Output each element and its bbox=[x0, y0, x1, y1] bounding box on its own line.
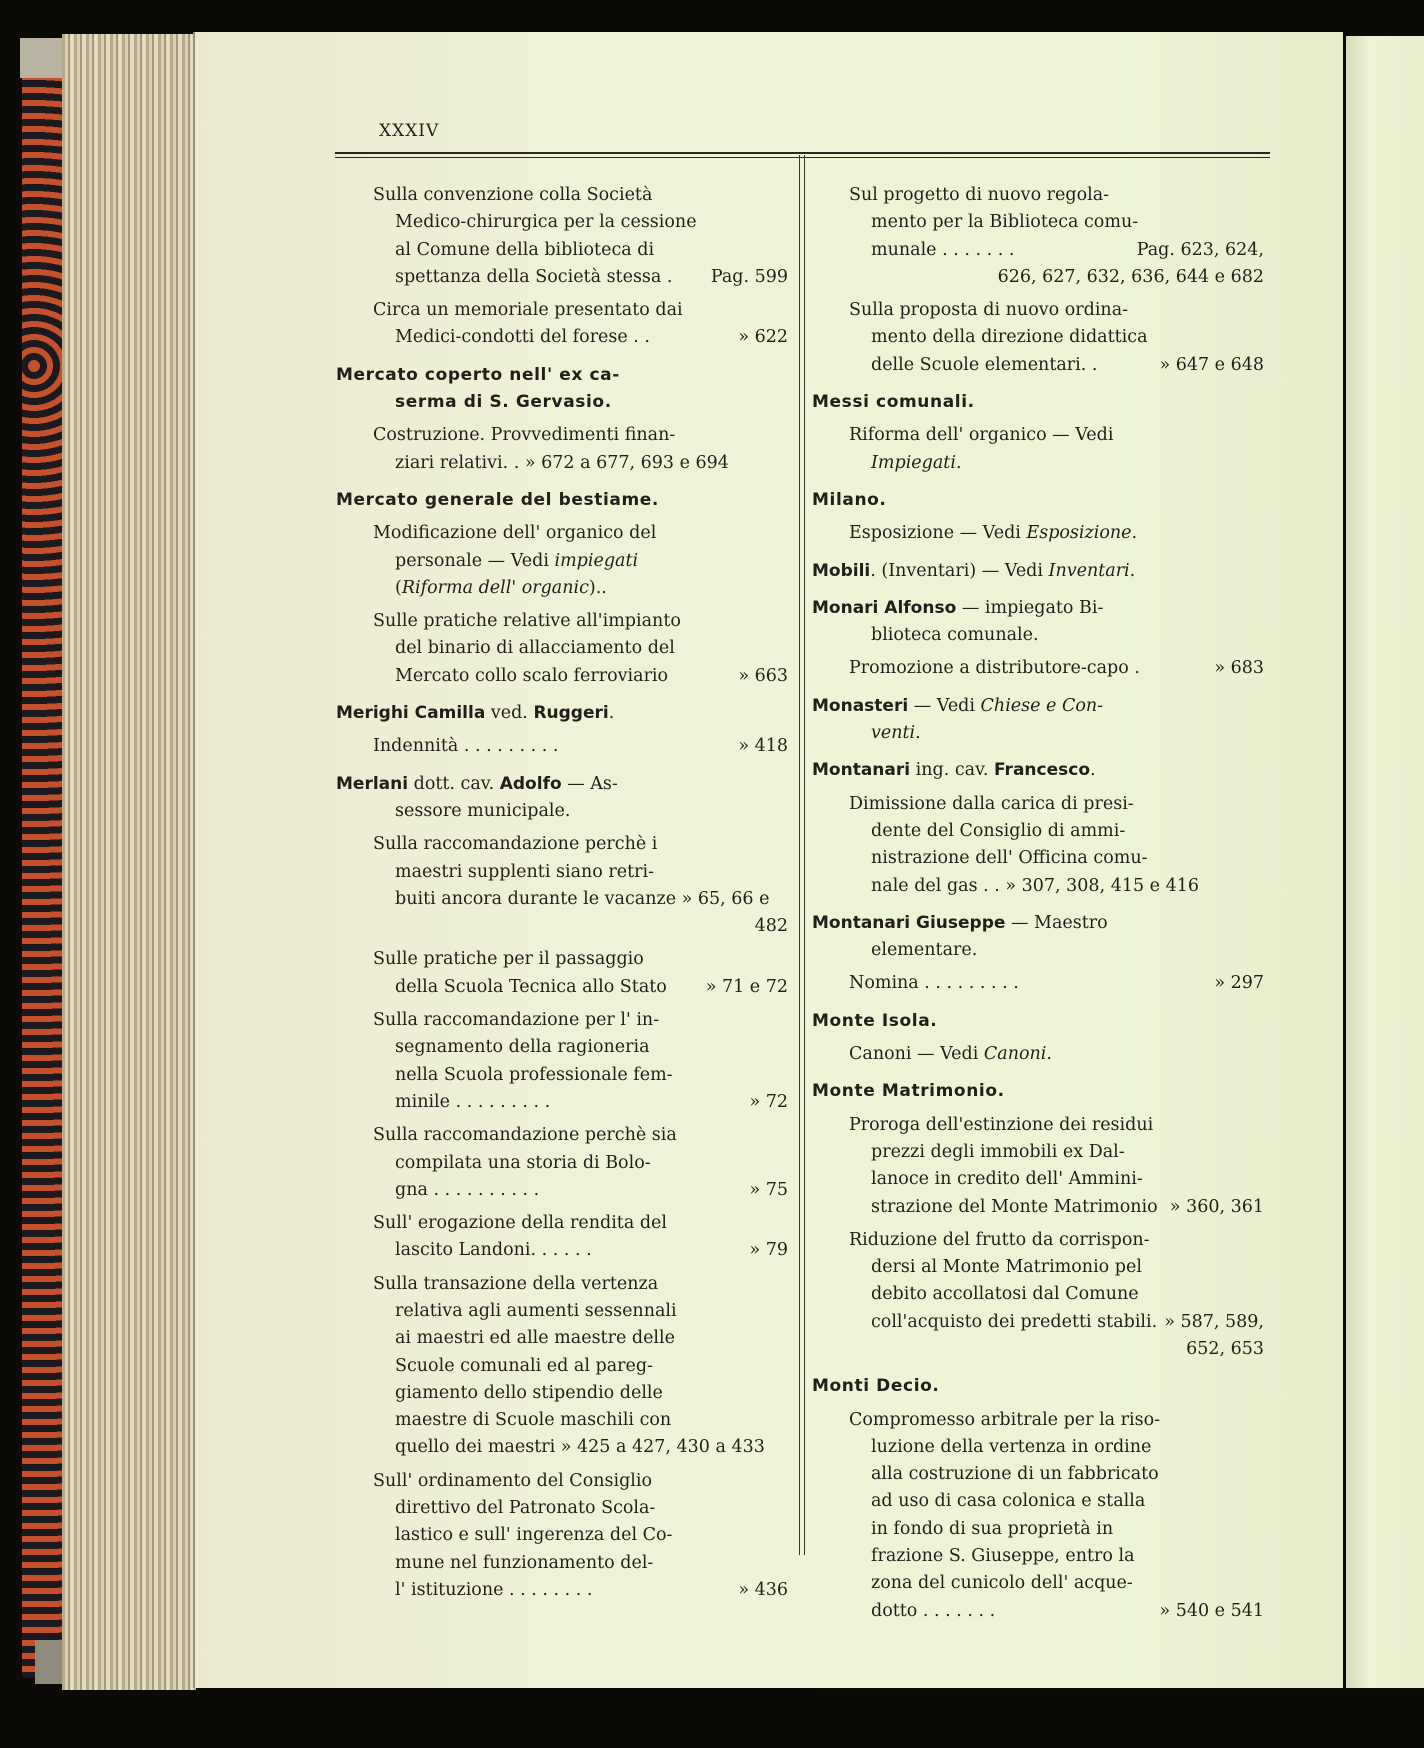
entry-line bbox=[812, 1488, 1264, 1515]
entry-text: minile . . . . . . . . . bbox=[395, 1091, 551, 1112]
index-heading bbox=[336, 690, 788, 727]
index-heading bbox=[336, 761, 788, 826]
page-reference-cont: 652, 653 bbox=[1186, 1338, 1264, 1359]
heading-given-name: Francesco bbox=[994, 760, 1090, 781]
entry-line bbox=[336, 1522, 788, 1549]
entry-line bbox=[336, 1550, 788, 1577]
entry-line bbox=[336, 974, 788, 1001]
entry-line bbox=[812, 1543, 1264, 1570]
entry-line bbox=[812, 1407, 1264, 1434]
heading-given-name: Ruggeri bbox=[533, 703, 609, 724]
entry-line bbox=[336, 886, 788, 913]
spacer bbox=[812, 585, 1264, 595]
entry-text: delle Scuole elementari. . bbox=[871, 354, 1098, 375]
column-divider bbox=[799, 155, 805, 1555]
entry-line bbox=[812, 845, 1264, 872]
page-reference: » 297 bbox=[1214, 973, 1264, 994]
entry-line bbox=[812, 970, 1264, 997]
entry-line bbox=[336, 297, 788, 324]
entry-text: ai maestri ed alle maestre delle bbox=[395, 1328, 675, 1349]
index-subentry bbox=[812, 1035, 1264, 1068]
entry-line bbox=[336, 1034, 788, 1061]
entry-line bbox=[812, 1166, 1264, 1193]
entry-line bbox=[336, 1353, 788, 1380]
page-reference-cont: 626, 627, 632, 636, 644 e 682 bbox=[997, 266, 1264, 287]
entry-text: Promozione a distributore-capo . bbox=[849, 658, 1140, 679]
entry-text: Sul progetto di nuovo regola- bbox=[849, 185, 1110, 205]
entry-line bbox=[336, 1007, 788, 1034]
entry-text: luzione della vertenza in ordine bbox=[871, 1436, 1152, 1457]
entry-text: spettanza della Società stessa . bbox=[395, 266, 673, 287]
index-subentry bbox=[812, 291, 1264, 379]
entry-line bbox=[812, 1041, 1264, 1068]
entry-line bbox=[812, 209, 1264, 236]
entry-line bbox=[812, 818, 1264, 845]
page-reference: » 360, 361 bbox=[1169, 1196, 1264, 1217]
entry-line bbox=[336, 1177, 788, 1204]
entry-line bbox=[812, 1139, 1264, 1166]
heading-note: — Vedi Chiese e Con- bbox=[908, 695, 1104, 716]
index-heading bbox=[812, 1068, 1264, 1105]
page-reference: » 436 bbox=[738, 1579, 788, 1600]
entry-text: segnamento della ragioneria bbox=[395, 1037, 650, 1058]
entry-line bbox=[812, 655, 1264, 682]
heading-name: Merighi Camilla bbox=[336, 703, 486, 724]
index-subentry bbox=[336, 727, 788, 760]
entry-line bbox=[336, 1325, 788, 1352]
index-subentry bbox=[812, 1221, 1264, 1363]
entry-line bbox=[336, 1122, 788, 1149]
index-subentry bbox=[812, 1106, 1264, 1221]
spacer bbox=[812, 1363, 1264, 1373]
heading-note: — Maestro bbox=[1005, 912, 1108, 933]
entry-text: Costruzione. Provvedimenti finan- bbox=[373, 425, 676, 446]
entry-line bbox=[336, 608, 788, 635]
entry-text: Sulle pratiche relative all'impianto bbox=[373, 611, 681, 632]
heading-line bbox=[812, 757, 1264, 784]
index-subentry bbox=[336, 514, 788, 602]
index-subentry bbox=[812, 1401, 1264, 1625]
heading-continuation: sessore municipale. bbox=[395, 800, 571, 821]
entry-line bbox=[336, 1407, 788, 1434]
page-reference: » 663 bbox=[738, 665, 788, 686]
entry-text: Sulla raccomandazione per l' in- bbox=[373, 1010, 660, 1031]
page-reference: » 72 bbox=[749, 1091, 788, 1112]
index-heading bbox=[812, 900, 1264, 965]
index-column-right bbox=[812, 176, 1264, 1625]
entry-line bbox=[336, 324, 788, 351]
heading-line bbox=[812, 595, 1264, 622]
entry-line bbox=[812, 324, 1264, 351]
entry-text: Sulla proposta di nuovo ordina- bbox=[849, 300, 1129, 321]
entry-line bbox=[812, 1227, 1264, 1254]
index-subentry bbox=[812, 416, 1264, 477]
index-heading bbox=[812, 998, 1264, 1035]
index-heading bbox=[336, 477, 788, 514]
entry-line bbox=[812, 422, 1264, 449]
entry-line bbox=[812, 1254, 1264, 1281]
entry-text: Sulla raccomandazione perchè sia bbox=[373, 1125, 677, 1146]
page-number: XXXIV bbox=[379, 121, 440, 141]
spacer bbox=[336, 477, 788, 487]
entry-line bbox=[812, 1516, 1264, 1543]
heading-line: Monte Isola. bbox=[812, 1010, 938, 1031]
entry-text: compilata una storia di Bolo- bbox=[395, 1152, 651, 1173]
entry-line bbox=[812, 520, 1264, 547]
entry-text: maestri supplenti siano retri- bbox=[395, 861, 655, 882]
index-heading bbox=[812, 585, 1264, 650]
entry-text: giamento dello stipendio delle bbox=[395, 1382, 663, 1403]
entry-line bbox=[812, 297, 1264, 324]
entry-line bbox=[812, 1281, 1264, 1308]
entry-text: Proroga dell'estinzione dei residui bbox=[849, 1114, 1154, 1135]
entry-line bbox=[336, 1150, 788, 1177]
heading-line: Messi comunali. bbox=[812, 392, 975, 413]
index-subentry bbox=[812, 649, 1264, 682]
entry-text: strazione del Monte Matrimonio bbox=[871, 1196, 1158, 1217]
entry-line bbox=[812, 1336, 1264, 1363]
index-heading bbox=[812, 1363, 1264, 1400]
page-reference: Pag. 599 bbox=[710, 266, 788, 287]
entry-text: Sull' ordinamento del Consiglio bbox=[373, 1470, 653, 1491]
index-subentry bbox=[336, 1265, 788, 1462]
page-reference: » 418 bbox=[738, 736, 788, 757]
entry-line bbox=[812, 352, 1264, 379]
entry-line bbox=[336, 520, 788, 547]
entry-line bbox=[812, 1598, 1264, 1625]
index-subentry bbox=[812, 176, 1264, 291]
entry-text: quello dei maestri » 425 a 427, 430 a 433 bbox=[395, 1437, 765, 1458]
entry-text: nella Scuola professionale fem- bbox=[395, 1064, 673, 1085]
spacer bbox=[812, 683, 1264, 693]
entry-line bbox=[336, 182, 788, 209]
heading-note: . (Inventari) — Vedi Inventari. bbox=[870, 560, 1136, 581]
entry-text: buiti ancora durante le vacanze » 65, 66 e bbox=[395, 888, 770, 909]
entry-line bbox=[336, 1298, 788, 1325]
entry-text: coll'acquisto dei predetti stabili. bbox=[871, 1311, 1158, 1332]
entry-line bbox=[336, 913, 788, 940]
page-reference: » 587, 589, bbox=[1164, 1311, 1264, 1332]
entry-line bbox=[336, 1577, 788, 1604]
entry-line bbox=[336, 831, 788, 858]
heading-line bbox=[812, 693, 1264, 720]
entry-text: munale . . . . . . . bbox=[871, 239, 1015, 260]
entry-text: relativa agli aumenti sessennali bbox=[395, 1300, 677, 1321]
index-subentry bbox=[336, 176, 788, 291]
index-subentry bbox=[336, 416, 788, 477]
index-subentry bbox=[812, 514, 1264, 547]
entry-line bbox=[336, 946, 788, 973]
heading-line bbox=[336, 700, 788, 727]
entry-text: Compromesso arbitrale per la riso- bbox=[849, 1409, 1161, 1430]
entry-text: direttivo del Patronato Scola- bbox=[395, 1498, 656, 1519]
entry-text: (Riforma dell' organic).. bbox=[395, 577, 607, 598]
index-subentry bbox=[336, 602, 788, 690]
heading-note: — impiegato Bi- bbox=[956, 597, 1104, 618]
heading-continuation: blioteca comunale. bbox=[871, 625, 1039, 646]
entry-line bbox=[812, 450, 1264, 477]
entry-text: l' istituzione . . . . . . . . bbox=[395, 1579, 593, 1600]
entry-text: dersi al Monte Matrimonio pel bbox=[871, 1257, 1142, 1278]
entry-text: lascito Landoni. . . . . . bbox=[395, 1240, 592, 1261]
entry-line bbox=[336, 450, 788, 477]
heading-continuation: venti. bbox=[871, 723, 921, 744]
entry-line bbox=[812, 1112, 1264, 1139]
index-subentry bbox=[336, 940, 788, 1001]
entry-line bbox=[336, 1210, 788, 1237]
entry-text: ad uso di casa colonica e stalla bbox=[871, 1491, 1146, 1512]
entry-text: Sull' erogazione della rendita del bbox=[373, 1213, 667, 1234]
entry-text: Canoni — Vedi Canoni. bbox=[849, 1044, 1052, 1065]
entry-text: Scuole comunali ed al pareg- bbox=[395, 1355, 653, 1376]
index-subentry bbox=[336, 1001, 788, 1116]
book-spine bbox=[22, 38, 62, 1678]
heading-line: serma di S. Gervasio. bbox=[395, 392, 612, 413]
index-heading bbox=[812, 379, 1264, 416]
page-reference: » 647 e 648 bbox=[1159, 354, 1264, 375]
heading-name: Montanari bbox=[812, 760, 911, 781]
entry-text: mento della direzione didattica bbox=[871, 327, 1148, 348]
index-subentry bbox=[336, 1116, 788, 1204]
entry-text: Sulla transazione della vertenza bbox=[373, 1273, 659, 1294]
entry-text: prezzi degli immobili ex Dal- bbox=[871, 1141, 1125, 1162]
entry-text: Esposizione — Vedi Esposizione. bbox=[849, 523, 1138, 544]
page-reference: » 540 e 541 bbox=[1159, 1600, 1264, 1621]
spacer bbox=[812, 747, 1264, 757]
index-column-left bbox=[336, 176, 788, 1604]
entry-text: mune nel funzionamento del- bbox=[395, 1552, 654, 1573]
entry-text: della Scuola Tecnica allo Stato bbox=[395, 976, 667, 997]
entry-text: nale del gas . . » 307, 308, 415 e 416 bbox=[871, 875, 1199, 896]
entry-line bbox=[336, 859, 788, 886]
spacer bbox=[336, 352, 788, 362]
heading-note: — As- bbox=[561, 773, 618, 794]
index-heading bbox=[336, 352, 788, 417]
spacer bbox=[812, 998, 1264, 1008]
entry-line bbox=[812, 182, 1264, 209]
heading-line: Monte Matrimonio. bbox=[812, 1081, 1005, 1102]
index-subentry bbox=[336, 825, 788, 940]
heading-title: dott. cav. bbox=[408, 773, 500, 794]
entry-line bbox=[336, 575, 788, 602]
entry-line bbox=[812, 237, 1264, 264]
heading-line: Mercato generale del bestiame. bbox=[336, 489, 659, 510]
entry-text: maestre di Scuole maschili con bbox=[395, 1410, 672, 1431]
entry-text: frazione S. Giuseppe, entro la bbox=[871, 1546, 1135, 1567]
index-subentry bbox=[336, 1204, 788, 1265]
entry-text: Medico-chirurgica per la cessione bbox=[395, 212, 697, 233]
entry-line bbox=[336, 548, 788, 575]
entry-text: Sulle pratiche per il passaggio bbox=[373, 949, 644, 970]
entry-text: Mercato collo scalo ferroviario bbox=[395, 665, 669, 686]
entry-text: dente del Consiglio di ammi- bbox=[871, 820, 1126, 841]
entry-line bbox=[812, 1194, 1264, 1221]
entry-line bbox=[336, 1434, 788, 1461]
heading-line: Mercato coperto nell' ex ca- bbox=[336, 364, 620, 385]
entry-text: Impiegati. bbox=[871, 452, 962, 473]
heading-name: Merlani bbox=[336, 773, 409, 794]
page-reference: Pag. 623, 624, bbox=[1136, 239, 1264, 260]
entry-line bbox=[336, 264, 788, 291]
heading-line bbox=[812, 558, 1264, 585]
entry-text: Medici-condotti del forese . . bbox=[395, 327, 650, 348]
heading-name: Monari Alfonso bbox=[812, 597, 957, 618]
entry-text: del binario di allacciamento del bbox=[395, 638, 675, 659]
spacer bbox=[812, 1068, 1264, 1078]
index-subentry bbox=[336, 291, 788, 352]
entry-line bbox=[336, 733, 788, 760]
spacer bbox=[812, 548, 1264, 558]
page-reference: » 71 e 72 bbox=[705, 976, 788, 997]
page-reference: » 622 bbox=[738, 327, 788, 348]
entry-text: Dimissione dalla carica di presi- bbox=[849, 793, 1134, 814]
entry-line bbox=[812, 1434, 1264, 1461]
entry-text: Indennità . . . . . . . . . bbox=[373, 736, 559, 757]
entry-line bbox=[336, 422, 788, 449]
entry-text: ziari relativi. . » 672 a 677, 693 e 694 bbox=[395, 452, 729, 473]
page-edges bbox=[62, 34, 196, 1690]
index-heading bbox=[812, 548, 1264, 585]
page-reference: » 79 bbox=[749, 1240, 788, 1261]
entry-line bbox=[812, 873, 1264, 900]
heading-title: ing. cav. bbox=[910, 760, 995, 781]
entry-text: alla costruzione di un fabbricato bbox=[871, 1464, 1159, 1485]
index-subentry bbox=[812, 785, 1264, 900]
entry-line bbox=[336, 1271, 788, 1298]
entry-line bbox=[336, 635, 788, 662]
heading-continuation: elementare. bbox=[871, 940, 978, 961]
entry-line bbox=[812, 1570, 1264, 1597]
spacer bbox=[812, 900, 1264, 910]
entry-line bbox=[336, 209, 788, 236]
page-reference-cont: 482 bbox=[754, 916, 788, 937]
entry-text: gna . . . . . . . . . . bbox=[395, 1179, 540, 1200]
entry-line bbox=[812, 264, 1264, 291]
entry-text: nistrazione dell' Officina comu- bbox=[871, 848, 1148, 869]
entry-line bbox=[336, 663, 788, 690]
entry-text: lastico e sull' ingerenza del Co- bbox=[395, 1525, 673, 1546]
entry-line bbox=[812, 1309, 1264, 1336]
entry-text: Nomina . . . . . . . . . bbox=[849, 973, 1019, 994]
entry-line bbox=[336, 1062, 788, 1089]
heading-note: . bbox=[1090, 760, 1096, 781]
entry-text: lanoce in credito dell' Ammini- bbox=[871, 1169, 1143, 1190]
header-rule bbox=[335, 152, 1270, 154]
entry-text: Circa un memoriale presentato dai bbox=[373, 300, 683, 321]
entry-text: al Comune della biblioteca di bbox=[395, 239, 655, 260]
entry-text: mento per la Biblioteca comu- bbox=[871, 212, 1139, 233]
heading-title: ved. bbox=[485, 703, 534, 724]
entry-line bbox=[336, 1468, 788, 1495]
entry-text: Sulla convenzione colla Società bbox=[373, 185, 653, 205]
heading-line bbox=[812, 910, 1264, 937]
entry-line bbox=[336, 237, 788, 264]
entry-text: Sulla raccomandazione perchè i bbox=[373, 834, 658, 855]
entry-line bbox=[336, 1237, 788, 1264]
heading-line: Milano. bbox=[812, 489, 887, 510]
entry-text: in fondo di sua proprietà in bbox=[871, 1518, 1114, 1539]
heading-given-name: Adolfo bbox=[499, 773, 562, 794]
index-heading bbox=[812, 477, 1264, 514]
spacer bbox=[336, 690, 788, 700]
heading-line bbox=[336, 771, 788, 798]
entry-text: Modificazione dell' organico del bbox=[373, 523, 657, 544]
index-subentry bbox=[812, 964, 1264, 997]
entry-line bbox=[336, 1495, 788, 1522]
index-subentry bbox=[336, 1462, 788, 1604]
entry-line bbox=[812, 1461, 1264, 1488]
heading-note: . bbox=[608, 703, 615, 724]
entry-text: debito accollatosi dal Comune bbox=[871, 1284, 1139, 1305]
entry-line bbox=[812, 791, 1264, 818]
entry-text: personale — Vedi impiegati bbox=[395, 550, 639, 571]
heading-name: Mobili bbox=[812, 560, 871, 581]
index-heading bbox=[812, 747, 1264, 784]
spacer bbox=[336, 761, 788, 771]
entry-text: dotto . . . . . . . bbox=[871, 1600, 996, 1621]
entry-line bbox=[336, 1089, 788, 1116]
facing-page bbox=[1346, 36, 1424, 1688]
entry-text: Riforma dell' organico — Vedi bbox=[849, 425, 1114, 446]
page-reference: » 75 bbox=[749, 1179, 788, 1200]
entry-line bbox=[336, 1380, 788, 1407]
heading-name: Monasteri bbox=[812, 695, 909, 716]
index-heading bbox=[812, 683, 1264, 748]
entry-text: Riduzione del frutto da corrispon- bbox=[849, 1229, 1150, 1250]
spine-corner-top bbox=[20, 38, 64, 78]
entry-text: zona del cunicolo dell' acque- bbox=[871, 1573, 1133, 1594]
heading-line: Monti Decio. bbox=[812, 1376, 940, 1397]
spacer bbox=[812, 477, 1264, 487]
heading-name: Montanari Giuseppe bbox=[812, 912, 1006, 933]
page-reference: » 683 bbox=[1214, 658, 1264, 679]
spacer bbox=[812, 379, 1264, 389]
